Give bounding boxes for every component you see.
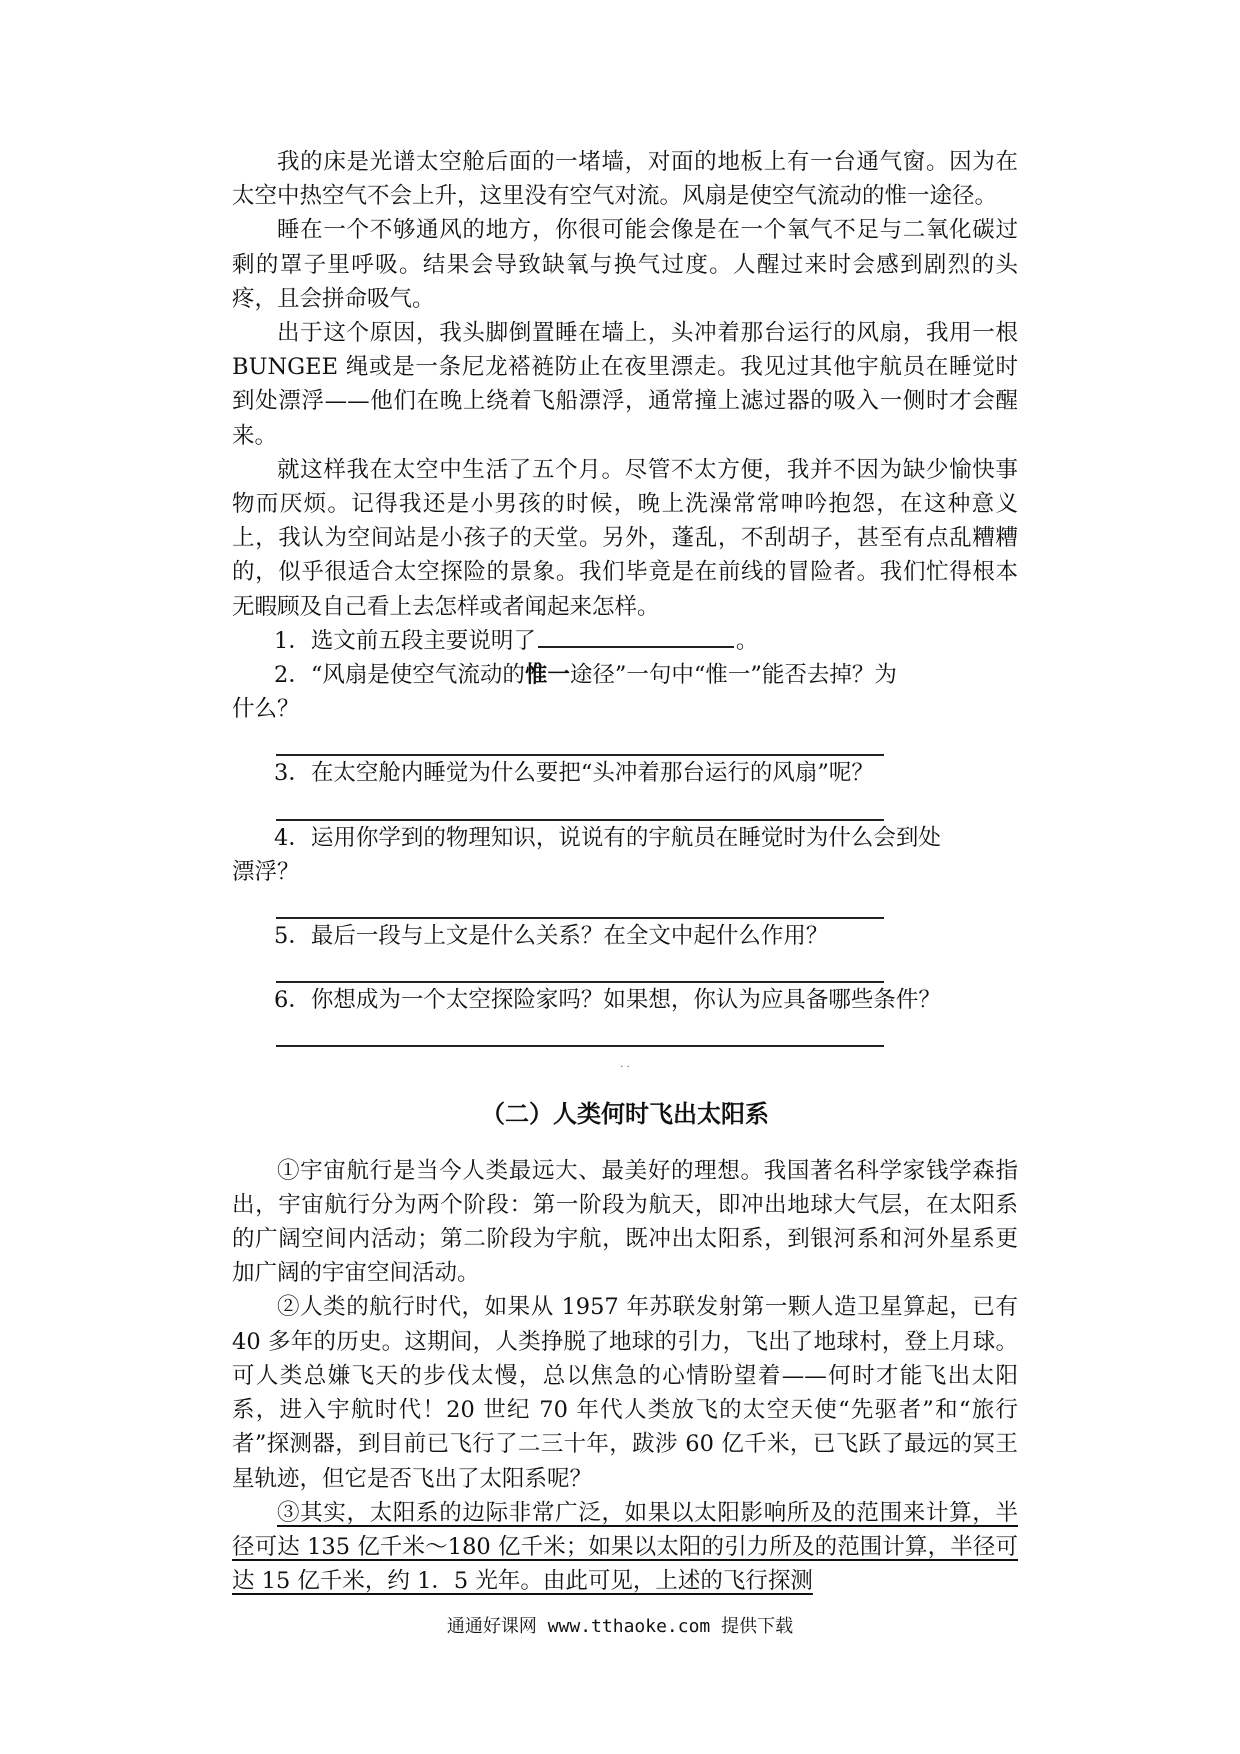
passage-paragraph: 我的床是光谱太空舱后面的一堵墙，对面的地板上有一台通气窗。因为在太空中热空气不会上升，这里没有空气对流。风扇是使空气流动的惟一途径。 [232,149,1018,210]
answer-blank[interactable] [538,626,734,648]
section-paragraph-underlined: ③其实，太阳系的边际非常广泛，如果以太阳影响所及的范围来计算，半径可达 135 亿千米～180 亿千米；如果以太阳的引力所及的范围计算，半径可达 15 亿千米，约 1．5 光年。由此可见，上述的飞行探测 [232,1499,1018,1595]
passage-paragraph: 睡在一个不够通风的地方，你很可能会像是在一个氧气不足与二氧化碳过剩的罩子里呼吸。结果会导致缺氧与换气过度。人醒过来时会感到剧烈的头疼，且会拼命吸气。 [232,217,1018,312]
question-2-bold: 惟一 [524,662,570,689]
question-1-suffix: 。 [735,627,759,654]
footer-download-note: 通通好课网 www.tthaoke.com 提供下载 [446,1616,794,1637]
answer-line[interactable] [276,889,884,919]
answer-line[interactable] [276,1017,884,1047]
question-2 [232,658,1018,692]
question-6: 6．你想成为一个太空探险家吗？如果想，你认为应具备哪些条件？ [274,987,941,1014]
passage-paragraph: 就这样我在太空中生活了五个月。尽管不太方便，我并不因为缺少愉快事物而厌烦。记得我还是小男孩的时候，晚上洗澡常常呻吟抱怨，在这种意义上，我认为空间站是小孩子的天堂。另外，蓬乱，不刮胡子，甚至有点乱糟糟的，似乎很适合太空探险的景象。我们毕竟是在前线的冒险者。我们忙得根本无暇顾及自己看上去怎样或者闻起来怎样。 [232,456,1018,620]
question-4-line2: 漂浮？ [232,858,300,885]
question-2-text: 2．“风扇是使空气流动的 [274,662,525,689]
answer-line[interactable] [276,791,884,821]
question-5: 5．最后一段与上文是什么关系？在全文中起什么作用？ [274,923,829,950]
question-1 [232,624,1018,658]
document-body [232,145,1018,1598]
question-3: 3．在太空舱内睡觉为什么要把“头冲着那台运行的风扇”呢？ [274,760,874,787]
section-paragraph: ①宇宙航行是当今人类最远大、最美好的理想。我国著名科学家钱学森指出，宇宙航行分为两个阶段：第一阶段为航天，即冲出地球大气层，在太阳系的广阔空间内活动；第二阶段为宇航，既冲出太阳系，到银河系和河外星系更加广阔的宇宙空间活动。 [232,1157,1018,1287]
question-2-text-cont: 途径”一句中“惟一”能否去掉？为 [569,662,897,689]
section-paragraph: ②人类的航行时代，如果从 1957 年苏联发射第一颗人造卫星算起，已有 40 多年的历史。这期间，人类挣脱了地球的引力，飞出了地球村，登上月球。可人类总嫌飞天的步伐太慢，总以焦急的心情盼望着——何时才能飞出太阳系，进入宇航时代！20 世纪 70 年代人类放飞的太空天使“先驱者”和“旅行者”探测器，到目前已飞行了二三十年，跋涉 60 亿千米，已飞跃了最远的冥王星轨迹，但它是否飞出了太阳系呢？ [232,1294,1018,1492]
answer-line[interactable] [276,726,884,756]
question-4: 4．运用你学到的物理知识，说说有的宇航员在睡觉时为什么会到处 [274,824,941,851]
question-2-line2: 什么？ [232,696,300,723]
separator-dots: · · [620,1062,630,1074]
section-title: （二）人类何时飞出太阳系 [481,1099,769,1129]
passage-paragraph: 出于这个原因，我头脚倒置睡在墙上，头冲着那台运行的风扇，我用一根 BUNGEE 绳或是一条尼龙褡裢防止在夜里漂走。我见过其他宇航员在睡觉时到处漂浮——他们在晚上绕着飞船漂浮，通常撞上滤过器的吸入一侧时才会醒来。 [232,320,1018,449]
answer-line[interactable] [276,953,884,983]
question-1-text: 1．选文前五段主要说明了 [274,627,536,654]
